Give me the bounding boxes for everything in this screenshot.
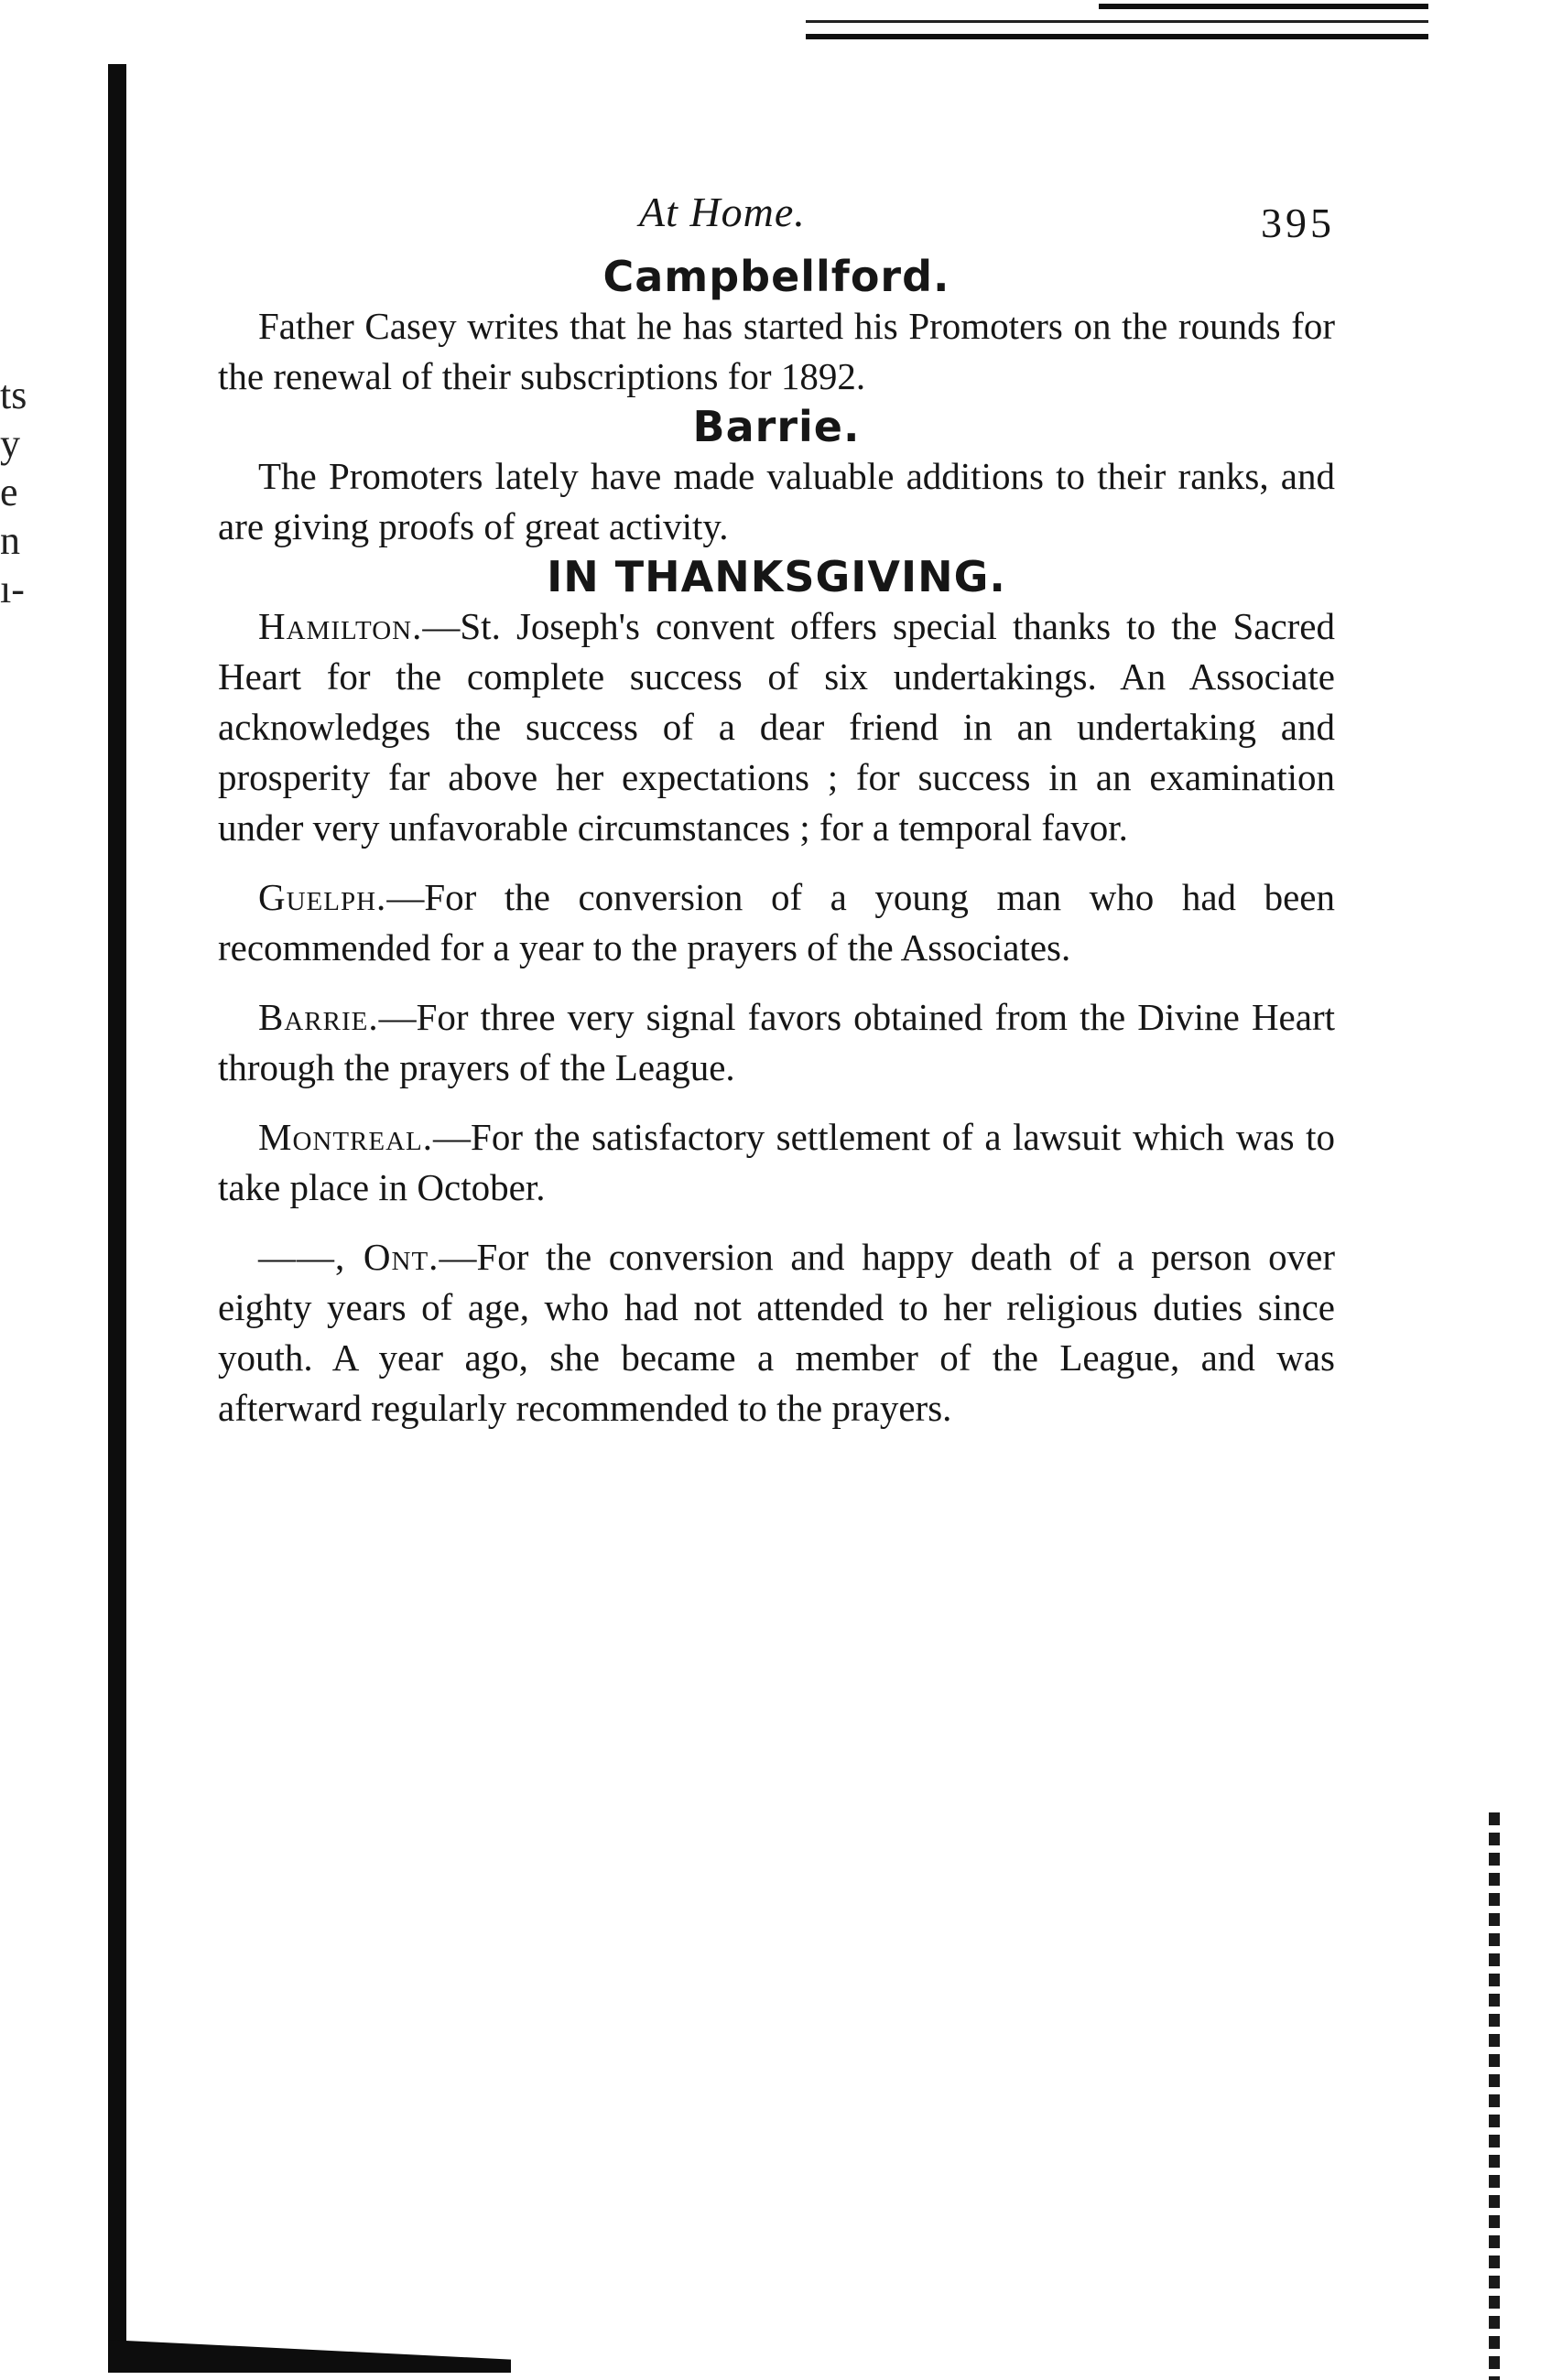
bleed-line: y bbox=[0, 421, 20, 466]
entry-text: —St. Joseph's convent offers special thanks to the Sacred Heart for the complete success of six undertakings. An Associate acknowledges the success of a dear friend in an undertaking and prosperity far above her expectations ; for success in an examination under very unfavorable circumstances ; for a temporal favor. bbox=[218, 605, 1335, 849]
place-name: Montreal. bbox=[258, 1116, 434, 1158]
place-name: Hamilton. bbox=[258, 605, 423, 647]
place-name: Guelph. bbox=[258, 876, 387, 918]
heading-campbellford: Campbellford. bbox=[602, 252, 950, 301]
thanks-entry-montreal bbox=[218, 1112, 1335, 1213]
scan-right-edge bbox=[1489, 1812, 1500, 2380]
book-page bbox=[218, 188, 1335, 1453]
entry-text: —For three very signal favors obtained from the Divine Heart through the prayers of the League. bbox=[218, 996, 1335, 1088]
page-number: 395 bbox=[1261, 200, 1335, 246]
heading-in-thanksgiving: IN THANKSGIVING. bbox=[547, 552, 1006, 601]
page-header bbox=[218, 188, 1335, 252]
barrie-paragraph: The Promoters lately have made valuable additions to their ranks, and are giving proofs of great activity. bbox=[218, 455, 1335, 547]
thanks-entry-ontario bbox=[218, 1232, 1335, 1433]
bleed-line: e bbox=[0, 470, 18, 514]
thanks-entry-hamilton bbox=[218, 601, 1335, 853]
place-name: Barrie. bbox=[258, 996, 379, 1038]
bleed-line: ı- bbox=[0, 567, 25, 611]
bleed-line: n bbox=[0, 518, 20, 563]
thanks-entry-guelph bbox=[218, 872, 1335, 973]
entry-text: —For the satisfactory settlement of a lawsuit which was to take place in October. bbox=[218, 1116, 1335, 1208]
scan-border-top bbox=[806, 20, 1428, 39]
facing-page-bleed bbox=[0, 371, 27, 613]
campbellford-paragraph: Father Casey writes that he has started his Promoters on the rounds for the renewal of their subscriptions for 1892. bbox=[218, 305, 1335, 397]
heading-barrie: Barrie. bbox=[692, 402, 861, 451]
running-title: At Home. bbox=[639, 189, 806, 235]
entry-text: —For the conversion of a young man who had been recommended for a year to the prayers of the Associates. bbox=[218, 876, 1335, 968]
bleed-line: ts bbox=[0, 373, 27, 417]
binding-gutter-shadow bbox=[108, 64, 126, 2373]
thanks-entry-barrie bbox=[218, 992, 1335, 1093]
place-name: ——, Ont. bbox=[258, 1236, 440, 1278]
scan-border-top-heavy bbox=[1099, 4, 1428, 9]
binding-gutter-foot bbox=[108, 2340, 511, 2373]
entry-text: —For the conversion and happy death of a person over eighty years of age, who had not attended to her religious duties since youth. A year ago, she became a member of the League, and was afterward regularly recommended to the prayers. bbox=[218, 1236, 1335, 1429]
